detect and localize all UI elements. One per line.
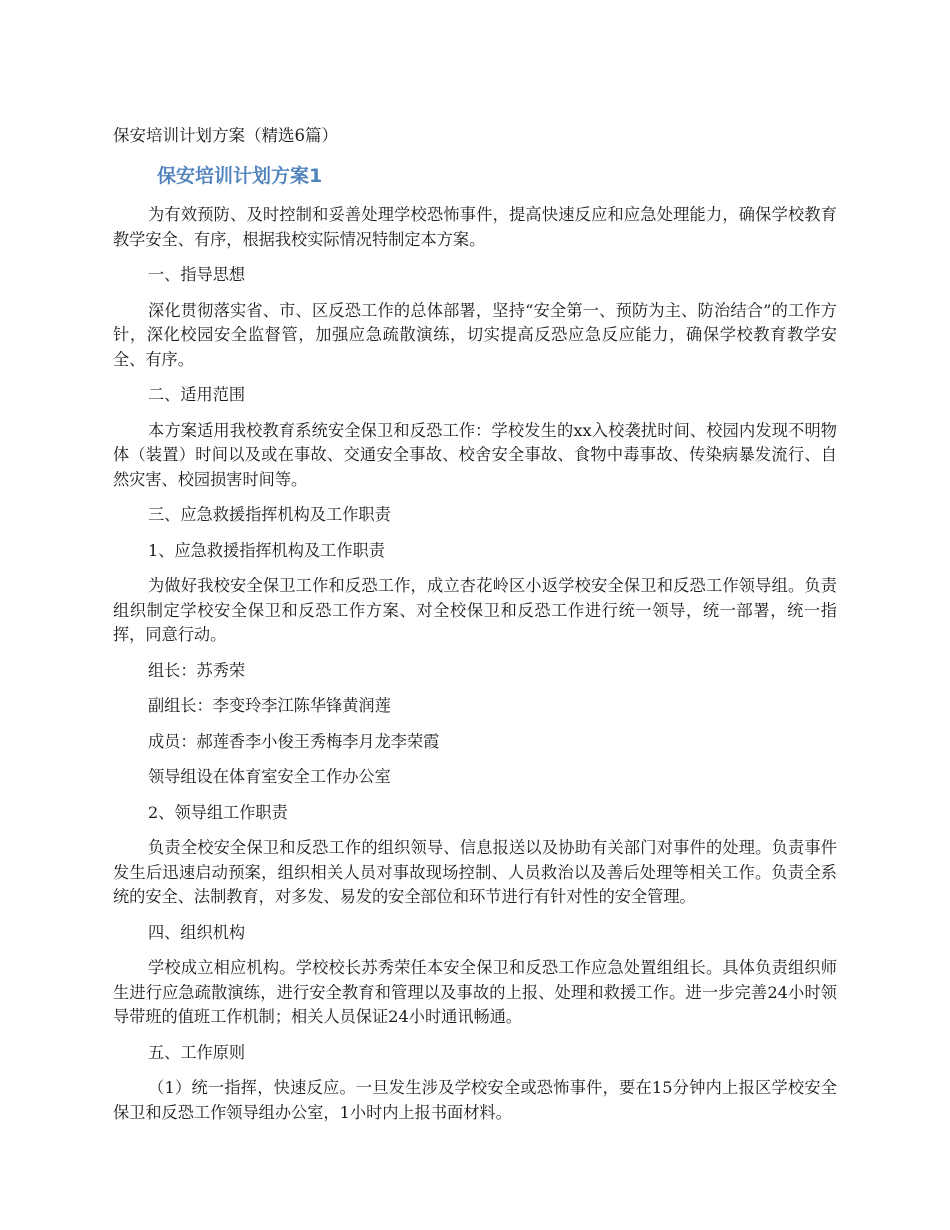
paragraph-scope: 本方案适用我校教育系统安全保卫和反恐工作：学校发生的xx入校袭扰时间、校园内发现不明物体（装置）时间以及或在事故、交通安全事故、校舍安全事故、食物中毒事故、传染病暴发流行、自然灾害、校园损害时间等。 [113,420,837,489]
paragraph-leading-group: 为做好我校安全保卫工作和反恐工作，成立杏花岭区小返学校安全保卫和反恐工作领导组。负责组织制定学校安全保卫和反恐工作方案、对全校保卫和反恐工作进行统一领导，统一部署，统一指挥，同意行动。 [113,576,837,644]
subheading-group-duties: 2、领导组工作职责 [148,802,288,822]
heading-principles: 五、工作原则 [148,1042,246,1062]
office-location: 领导组设在体育室安全工作办公室 [148,767,391,786]
paragraph-intro: 为有效预防、及时控制和妥善处理学校恐怖事件，提高快速反应和应急处理能力，确保学校教育教学安全、有序，根据我校实际情况特制定本方案。 [113,205,837,249]
paragraph-principle-1: （1）统一指挥，快速反应。一旦发生涉及学校安全或恐怖事件，要在15分钟内上报区学校安全保卫和反恐工作领导组办公室，1小时内上报书面材料。 [113,1078,837,1122]
heading-scope: 二、适用范围 [148,385,246,404]
document-title: 保安培训计划方案（精选6篇） [113,126,338,145]
deputy-leaders: 副组长：李变玲李江陈华锋黄润莲 [148,696,391,715]
document-body [113,203,837,1136]
heading-organization: 四、组织机构 [148,922,246,942]
paragraph-group-duties: 负责全校安全保卫和反恐工作的组织领导、信息报送以及协助有关部门对事件的处理。负责事件发生后迅速启动预案，组织相关人员对事故现场控制、人员救治以及善后处理等相关工作。负责全系统的安全、法制教育，对多发、易发的安全部位和环节进行有针对性的安全管理。 [113,838,837,906]
members: 成员：郝莲香李小俊王秀梅李月龙李荣霞 [148,731,440,751]
subheading-command-structure: 1、应急救援指挥机构及工作职责 [148,540,385,560]
paragraph-organization: 学校成立相应机构。学校校长苏秀荣任本安全保卫和反恐工作应急处置组组长。具体负责组织师生进行应急疏散演练，进行安全教育和管理以及事故的上报、处理和救援工作。进一步完善24小时领导带班的值班工作机制；相关人员保证24小时通讯畅通。 [113,958,837,1026]
heading-guiding-ideology: 一、指导思想 [148,265,246,284]
heading-command-structure: 三、应急救援指挥机构及工作职责 [148,505,391,524]
paragraph-guiding-ideology: 深化贯彻落实省、市、区反恐工作的总体部署，坚持“安全第一、预防为主、防治结合”的工作方针，深化校园安全监督管，加强应急疏散演练，切实提高反恐应急反应能力，确保学校教育教学安全、有序。 [113,300,837,369]
section-heading: 保安培训计划方案1 [157,165,323,187]
team-leader: 组长：苏秀荣 [148,660,246,680]
